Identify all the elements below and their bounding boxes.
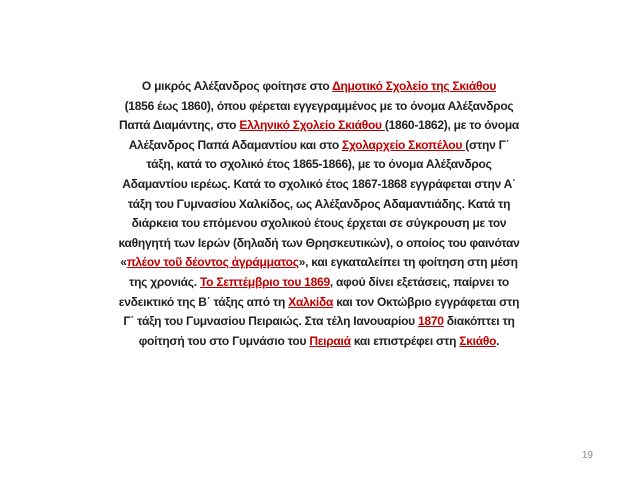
text-segment: . xyxy=(496,333,500,348)
text-line xyxy=(58,234,580,254)
text-segment: Αδαμαντίου ιερέως. Κατά το σχολικό έτος 1867-1868 εγγράφεται στην Α΄ xyxy=(122,176,516,191)
text-line xyxy=(58,253,580,273)
hyperlink[interactable]: Σχολαρχείο Σκοπέλου xyxy=(342,137,466,152)
text-segment: της χρονιάς. xyxy=(129,274,200,289)
text-segment: « xyxy=(120,255,127,270)
text-line xyxy=(58,293,580,313)
hyperlink[interactable]: Το Σεπτέμβριο του 1869 xyxy=(199,274,330,289)
hyperlink[interactable]: Σκιάθο xyxy=(459,333,497,348)
text-segment: τάξη, κατά το σχολικό έτος 1865-1866), με το όνομα Αλέξανδρος xyxy=(146,157,492,172)
hyperlink[interactable]: 1870 xyxy=(417,314,444,329)
text-line xyxy=(58,273,580,293)
body-paragraph xyxy=(58,77,580,351)
text-line xyxy=(58,155,580,175)
text-line xyxy=(58,214,580,234)
text-line xyxy=(58,312,580,332)
hyperlink[interactable]: Ελληνικό Σχολείο Σκιάθου xyxy=(239,118,385,133)
text-segment: Παπά Διαμάντης, στο xyxy=(118,118,240,133)
text-segment: τάξη του Γυμνασίου Χαλκίδος, ως Αλέξανδρος Αδαμαντιάδης. Κατά τη xyxy=(127,196,511,211)
hyperlink[interactable]: Δημοτικό Σχολείο της Σκιάθου xyxy=(332,79,497,93)
text-segment: », και εγκαταλείπει τη φοίτηση στη μέση xyxy=(298,255,518,270)
text-segment: , αφού δίνει εξετάσεις, παίρνει το xyxy=(329,274,509,289)
text-segment: και επιστρέφει στη xyxy=(350,333,460,348)
text-segment: Ο μικρός Αλέξανδρος φοίτησε στο xyxy=(141,79,333,93)
text-line xyxy=(58,77,580,97)
text-segment: καθηγητή των Ιερών (δηλαδή των Θρησκευτικών), ο οποίος του φαινόταν xyxy=(118,235,520,250)
text-line xyxy=(58,136,580,156)
text-line xyxy=(58,97,580,117)
text-segment: (στην Γ΄ xyxy=(465,137,510,152)
text-segment: φοίτησή του στο Γυμνάσιο του xyxy=(138,333,310,348)
hyperlink[interactable]: Πειραιά xyxy=(309,333,351,348)
text-segment: Γ΄ τάξη του Γυμνασίου Πειραιώς. Στα τέλη Ιανουαρίου xyxy=(123,314,418,329)
text-segment: (1860-1862), με το όνομα xyxy=(384,118,520,133)
text-line xyxy=(58,116,580,136)
slide-number: 19 xyxy=(581,450,593,461)
text-segment: και τον Οκτώβριο εγγράφεται στη xyxy=(333,294,520,309)
text-segment: Αλέξανδρος Παπά Αδαμαντίου και στο xyxy=(128,137,342,152)
hyperlink[interactable]: πλέον τοῦ δέοντος ἀγράμματος xyxy=(126,255,299,270)
text-segment: διάρκεια του επόμενου σχολικού έτους έρχεται σε σύγκρουση με τον xyxy=(131,216,507,231)
text-segment: (1856 έως 1860), όπου φέρεται εγγεγραμμένος με το όνομα Αλέξανδρος xyxy=(124,98,514,113)
text-line xyxy=(58,332,580,352)
text-segment: ενδεικτικό της Β΄ τάξης από τη xyxy=(118,294,289,309)
text-line xyxy=(58,175,580,195)
hyperlink[interactable]: Χαλκίδα xyxy=(288,294,334,309)
text-line xyxy=(58,195,580,215)
text-segment: διακόπτει τη xyxy=(443,314,515,329)
